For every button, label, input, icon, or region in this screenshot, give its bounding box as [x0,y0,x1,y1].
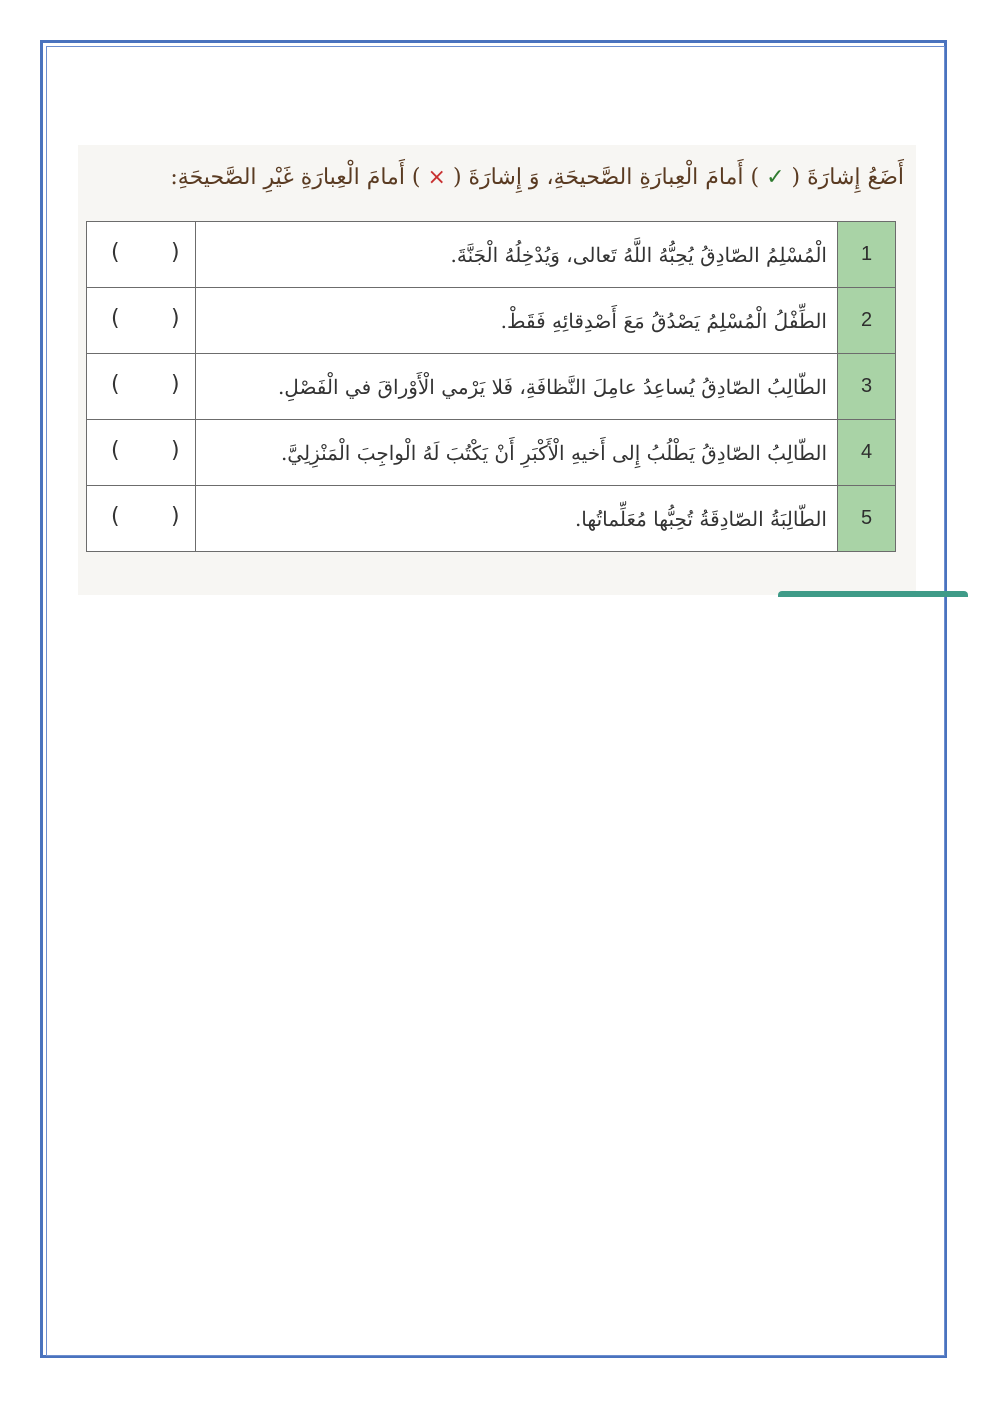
checkmark-icon: ✓ [766,165,785,190]
statement-number: 1 [838,222,896,288]
table-row [87,354,896,420]
statement-number: 5 [838,486,896,552]
answer-paren-close: ( [111,306,120,331]
answer-box[interactable] [87,420,196,486]
worksheet-scan [78,145,916,595]
answer-paren-close: ( [111,372,120,397]
statements-table [86,221,896,552]
answer-paren-open: ) [171,504,180,529]
answer-paren-open: ) [171,372,180,397]
statement-number: 3 [838,354,896,420]
answer-paren-open: ) [171,438,180,463]
statement-text: الطّالِبُ الصّادِقُ يَطْلُبُ إِلى أَخيهِ الْأَكْبَرِ أَنْ يَكْتُبَ لَهُ الْواجِبَ الْمَنْزِلِيَّ. [196,420,838,486]
table-row [87,420,896,486]
answer-paren-close: ( [111,240,120,265]
table-row [87,288,896,354]
statement-text: الطِّفْلُ الْمُسْلِمُ يَصْدُقُ مَعَ أَصْدِقائِهِ فَقَطْ. [196,288,838,354]
answer-paren-open: ) [171,306,180,331]
instruction-part1: أَضَعُ إِشارَةَ ( [791,165,904,190]
statement-text: الطّالِبَةُ الصّادِقَةُ تُحِبُّها مُعَلِّماتُها. [196,486,838,552]
answer-box[interactable] [87,222,196,288]
instruction-text [124,165,904,190]
answer-box[interactable] [87,354,196,420]
statement-text: الطّالِبُ الصّادِقُ يُساعِدُ عامِلَ النَّظافَةِ، فَلا يَرْمي الْأَوْراقَ في الْفَصْلِ. [196,354,838,420]
table-row [87,222,896,288]
statement-number: 4 [838,420,896,486]
instruction-part3: ) أَمامَ الْعِبارَةِ غَيْرِ الصَّحيحَةِ: [170,165,421,190]
answer-paren-close: ( [111,504,120,529]
answer-box[interactable] [87,486,196,552]
instruction-part2: ) أَمامَ الْعِبارَةِ الصَّحيحَةِ، وَ إِشارَةَ ( [452,165,760,190]
statement-text: الْمُسْلِمُ الصّادِقُ يُحِبُّهُ اللَّهُ تَعالى، وَيُدْخِلُهُ الْجَنَّةَ. [196,222,838,288]
statement-number: 2 [838,288,896,354]
answer-paren-close: ( [111,438,120,463]
decorative-strip [778,591,968,597]
table-row [87,486,896,552]
answer-box[interactable] [87,288,196,354]
answer-paren-open: ) [171,240,180,265]
cross-icon: × [427,165,446,190]
